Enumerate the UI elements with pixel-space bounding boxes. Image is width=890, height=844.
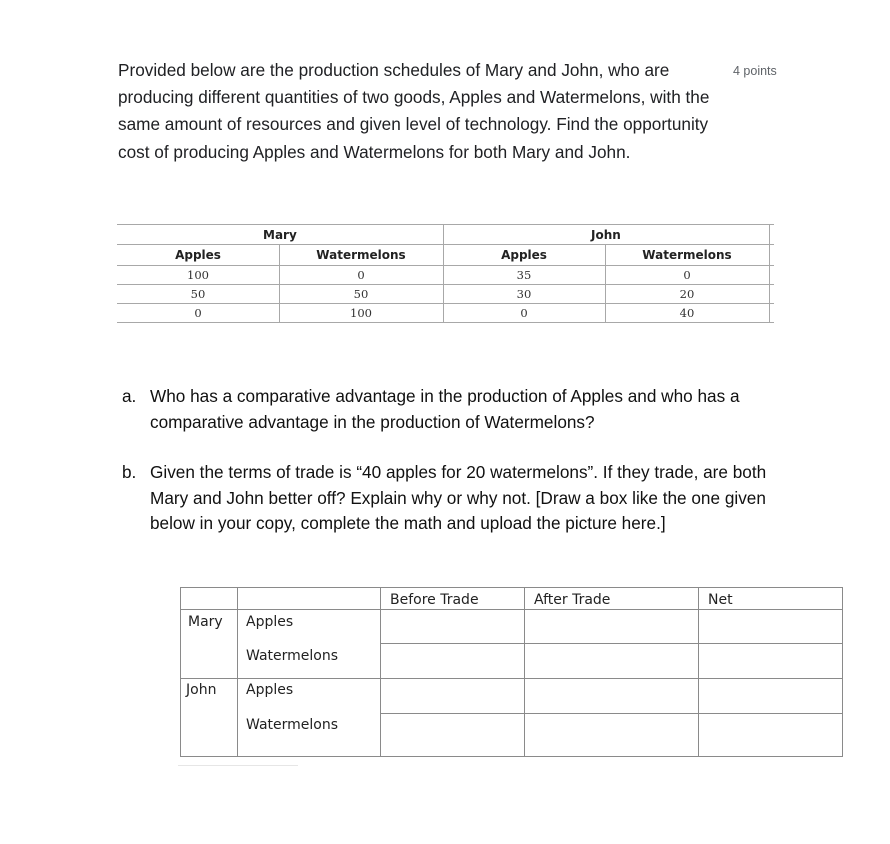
mary-header: Mary bbox=[263, 228, 297, 242]
points-badge: 4 points bbox=[733, 64, 777, 78]
table-cell: 20 bbox=[679, 287, 695, 301]
header-net: Net bbox=[708, 592, 733, 608]
divider bbox=[178, 765, 298, 766]
table-cell: 35 bbox=[516, 268, 532, 282]
answer-box-table bbox=[180, 587, 843, 757]
table-cell: 0 bbox=[520, 306, 528, 320]
col-john-apples: Apples bbox=[501, 248, 547, 262]
header-before-trade: Before Trade bbox=[390, 592, 479, 608]
table-cell: 30 bbox=[516, 287, 532, 301]
col-mary-apples: Apples bbox=[175, 248, 221, 262]
production-schedule-table bbox=[117, 224, 774, 324]
john-header: John bbox=[591, 228, 621, 242]
row-label-john: John bbox=[186, 682, 217, 698]
row-label-mary: Mary bbox=[188, 614, 223, 630]
row-good-apples: Apples bbox=[246, 614, 294, 630]
subquestion-label: a. bbox=[122, 386, 137, 406]
row-good-watermelons: Watermelons bbox=[246, 717, 339, 733]
table-cell: 0 bbox=[357, 268, 365, 282]
col-john-watermelons: Watermelons bbox=[642, 248, 732, 262]
table-cell: 100 bbox=[350, 306, 372, 320]
header-after-trade: After Trade bbox=[534, 592, 611, 608]
row-good-apples: Apples bbox=[246, 682, 294, 698]
table-cell: 40 bbox=[679, 306, 695, 320]
question-text: Provided below are the production schedules of Mary and John, who are producing different quantities of two goods, Apples and Watermelons, with the same amount of resources and given level of technology. Find the opportunity cost of producing Apples and Watermelons for both Mary and John. bbox=[118, 60, 710, 162]
subquestion-text: Who has a comparative advantage in the production of Apples and who has a comparative advantage in the production of Watermelons? bbox=[150, 386, 740, 432]
table-cell: 0 bbox=[683, 268, 691, 282]
subquestion-text: Given the terms of trade is “40 apples for 20 watermelons”. If they trade, are both Mary and John better off? Explain why or why not. [Draw a box like the one given below in your copy, complete the math and upload the picture here.] bbox=[150, 462, 767, 533]
subquestion-label: b. bbox=[122, 462, 137, 482]
table-cell: 100 bbox=[187, 268, 209, 282]
table-cell: 50 bbox=[190, 287, 206, 301]
table-cell: 50 bbox=[353, 287, 369, 301]
col-mary-watermelons: Watermelons bbox=[316, 248, 406, 262]
row-good-watermelons: Watermelons bbox=[246, 648, 339, 664]
table-cell: 0 bbox=[194, 306, 202, 320]
